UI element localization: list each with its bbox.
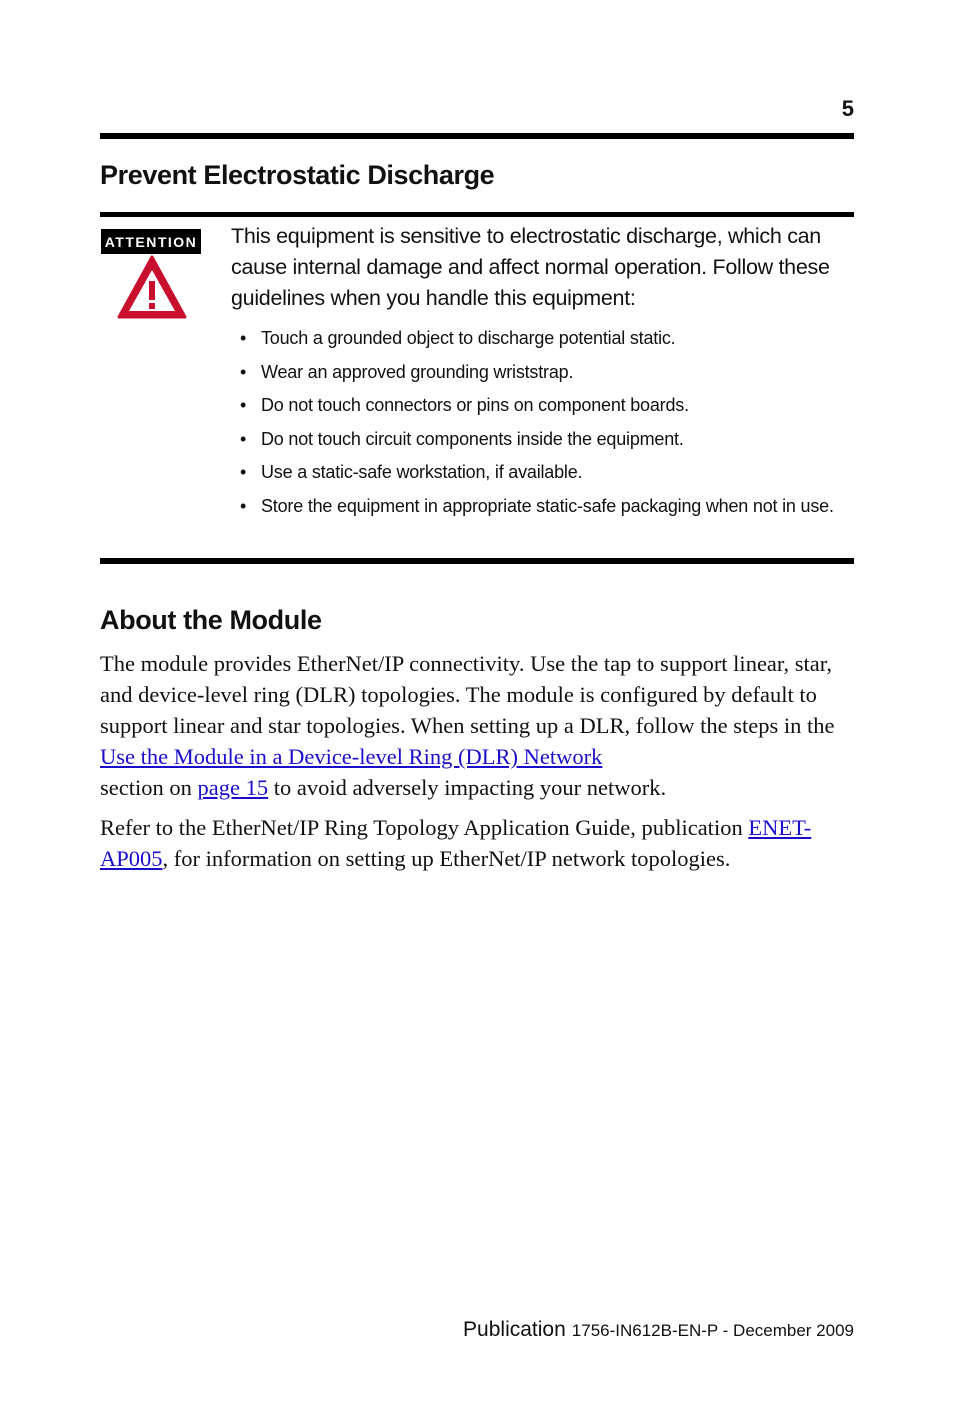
paragraph-text: Refer to the EtherNet/IP Ring Topology Application Guide, publication <box>100 815 749 840</box>
attention-box-top-rule <box>100 212 854 217</box>
paragraph-text: , for information on setting up EtherNet/IP network topologies. <box>162 846 731 871</box>
attention-box-bottom-rule <box>100 558 854 564</box>
attention-intro-text: This equipment is sensitive to electrostatic discharge, which can cause internal damage and affect normal operation. Follow these guidelines when you handle this equipment: <box>231 224 830 310</box>
heading-about-module: About the Module <box>100 605 322 635</box>
dlr-network-section-link[interactable]: Use the Module in a Device-level Ring (DLR) Network <box>100 744 603 769</box>
page-15-link[interactable]: page 15 <box>197 775 269 800</box>
footer-label: Publication <box>463 1318 566 1341</box>
list-item: • Touch a grounded object to discharge potential static. <box>240 324 840 353</box>
paragraph-text: section on <box>100 775 198 800</box>
list-item: • Do not touch circuit components inside the equipment. <box>240 425 840 454</box>
enet-ap005-link[interactable]: ENET-AP005 <box>100 815 812 871</box>
ring-topology-reference-paragraph <box>100 812 860 874</box>
top-rule <box>100 133 854 139</box>
warning-triangle-icon <box>116 254 188 320</box>
footer <box>463 1318 854 1342</box>
list-item: • Do not touch connectors or pins on component boards. <box>240 391 840 420</box>
list-item: • Use a static-safe workstation, if available. <box>240 458 840 487</box>
attention-badge: ATTENTION <box>101 229 201 254</box>
heading-prevent-esd: Prevent Electrostatic Discharge <box>100 160 495 190</box>
list-item: • Wear an approved grounding wriststrap. <box>240 358 840 387</box>
module-description-paragraph <box>100 648 860 803</box>
publication-number: 1756-IN612B-EN-P - December 2009 <box>571 1321 854 1340</box>
paragraph-text: The module provides EtherNet/IP connectivity. Use the tap to support linear, star, and device-level ring (DLR) topologies. The module is configured by default to support linear and star topologies. When setting up a DLR, follow the steps in the <box>100 651 835 738</box>
list-item: • Store the equipment in appropriate static-safe packaging when not in use. <box>240 492 840 521</box>
page-number: 5 <box>841 96 854 121</box>
paragraph-text: to avoid adversely impacting your network. <box>268 775 667 800</box>
esd-guidelines-list <box>240 324 840 525</box>
